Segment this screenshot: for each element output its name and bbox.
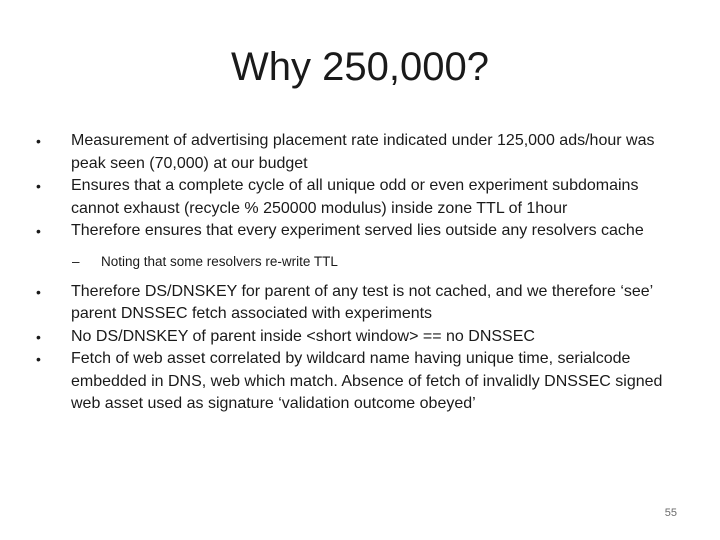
bullet-item — [36, 220, 686, 243]
bullet-marker: • — [36, 223, 41, 239]
bullet-item — [36, 130, 686, 175]
bullet-item — [36, 281, 686, 326]
bullet-item — [36, 326, 686, 349]
bullet-item — [36, 348, 686, 416]
bullet-text: Measurement of advertising placement rate indicated under 125,000 ads/hour was peak seen (70,000) at our budget — [71, 132, 655, 172]
bullet-marker: • — [36, 178, 41, 194]
bullet-marker: • — [36, 283, 41, 300]
bullet-marker: • — [36, 133, 41, 149]
bullet-list — [36, 130, 686, 416]
bullet-item — [36, 175, 686, 220]
bullet-text: Fetch of web asset correlated by wildcard name having unique time, serialcode embedded in DNS, web which match. Absence of fetch of invalidly DNSSEC signed web asset used as signature ‘validation outcome obeyed’ — [71, 350, 663, 412]
bullet-text: No DS/DNSKEY of parent inside <short window> == no DNSSEC — [71, 327, 535, 345]
slide-title: Why 250,000? — [231, 45, 489, 89]
sub-bullet-item — [36, 252, 686, 272]
bullet-text: Ensures that a complete cycle of all unique odd or even experiment subdomains cannot exhaust (recycle % 250000 modulus) inside zone TTL of 1hour — [71, 177, 639, 217]
bullet-text: Therefore ensures that every experiment served lies outside any resolvers cache — [71, 222, 644, 239]
bullet-text: Therefore DS/DNSKEY for parent of any test is not cached, and we therefore ‘see’ parent DNSSEC fetch associated with experiments — [71, 282, 653, 322]
sub-bullet-text: Noting that some resolvers re-write TTL — [101, 253, 338, 269]
sub-bullet-marker: – — [72, 253, 80, 269]
bullet-marker: • — [36, 328, 41, 345]
page-number: 55 — [664, 507, 677, 519]
bullet-marker: • — [36, 351, 41, 367]
